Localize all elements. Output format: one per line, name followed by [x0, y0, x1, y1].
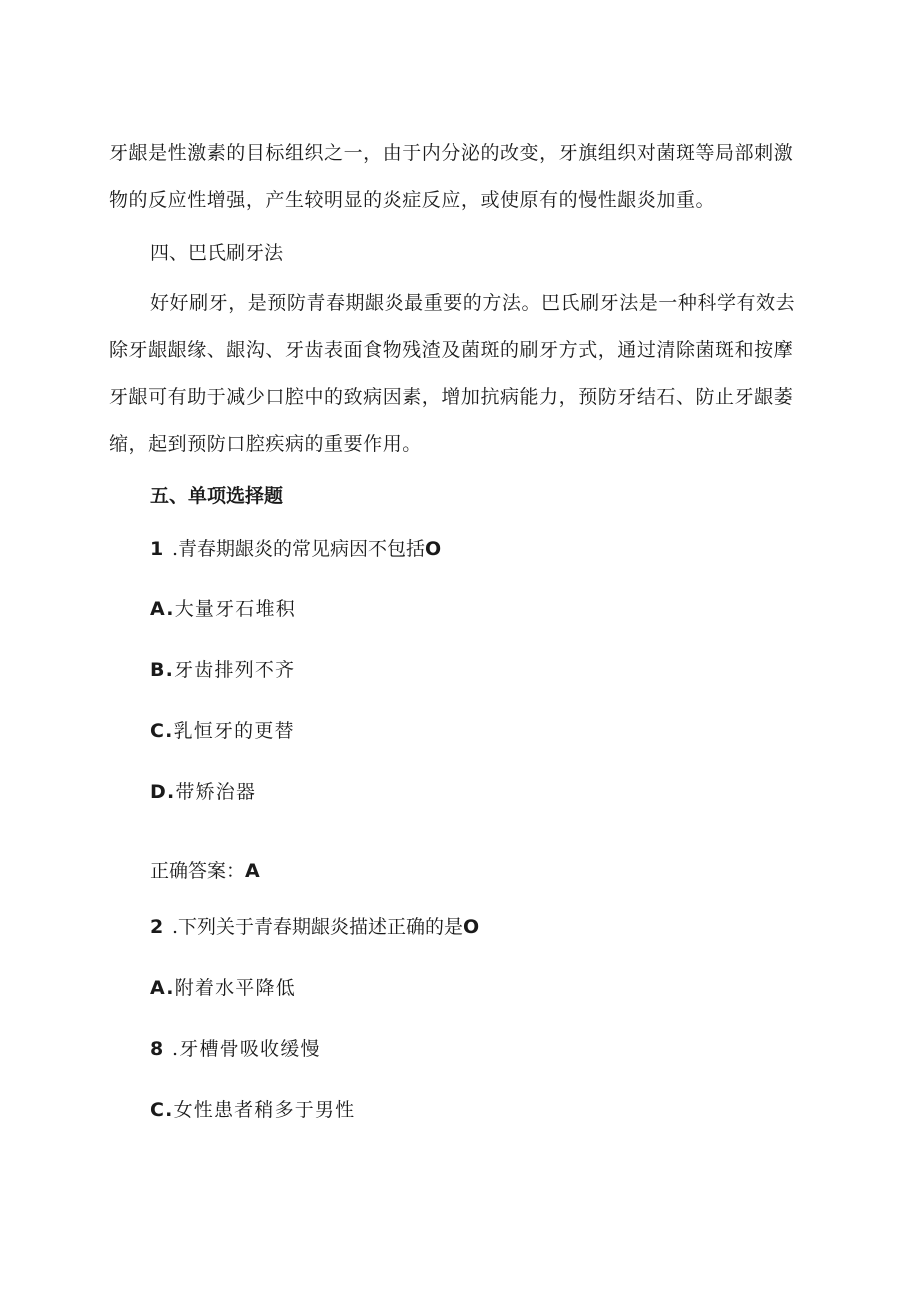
question-1-tail: O	[425, 538, 442, 560]
option-text: 牙齿排列不齐	[174, 659, 296, 681]
answer-value: A	[245, 860, 260, 882]
section-4-line-4: 缩，起到预防口腔疾病的重要作用。	[109, 433, 422, 455]
option-marker: 8	[150, 1038, 165, 1060]
question-1-answer	[150, 858, 260, 884]
option-marker: C.	[150, 720, 174, 742]
question-2-number: 2	[150, 916, 164, 938]
question-2	[150, 914, 479, 940]
question-1-option-b	[150, 657, 295, 683]
section-5-heading: 五、单项选择题	[150, 485, 284, 507]
question-2-option-c	[150, 1097, 355, 1123]
option-marker: D.	[150, 781, 176, 803]
question-1-number: 1	[150, 538, 164, 560]
question-2-option-a	[150, 975, 296, 1001]
intro-line-2: 物的反应性增强，产生较明显的炎症反应，或使原有的慢性龈炎加重。	[109, 189, 716, 211]
section-4-line-1: 好好刷牙，是预防青春期龈炎最重要的方法。巴氏刷牙法是一种科学有效去	[150, 292, 796, 314]
option-text: 带矫治器	[175, 781, 257, 803]
option-text: .牙槽骨吸收缓慢	[172, 1038, 321, 1060]
question-1-text: .青春期龈炎的常见病因不包括	[172, 538, 426, 560]
question-2-option-b	[150, 1036, 321, 1062]
option-marker: C.	[150, 1099, 174, 1121]
answer-label: 正确答案：	[150, 860, 246, 882]
option-text: 大量牙石堆积	[174, 598, 296, 620]
option-text: 乳恒牙的更替	[173, 720, 295, 742]
question-1-option-a	[150, 596, 296, 622]
section-4-line-3: 牙龈可有助于减少口腔中的致病因素，增加抗病能力，预防牙结石、防止牙龈萎	[109, 386, 794, 408]
question-1	[150, 536, 441, 562]
question-1-option-c	[150, 718, 295, 744]
question-1-option-d	[150, 779, 256, 805]
option-text: 附着水平降低	[174, 977, 296, 999]
question-2-tail: O	[463, 916, 480, 938]
section-4-heading: 四、巴氏刷牙法	[150, 242, 284, 264]
option-marker: A.	[150, 598, 175, 620]
section-4-line-2: 除牙龈龈缘、龈沟、牙齿表面食物残渣及菌斑的刷牙方式，通过清除菌斑和按摩	[109, 339, 794, 361]
option-marker: B.	[150, 659, 175, 681]
option-text: 女性患者稍多于男性	[173, 1099, 356, 1121]
intro-line-1: 牙龈是性激素的目标组织之一，由于内分泌的改变，牙旗组织对菌斑等局部刺激	[109, 142, 794, 164]
option-marker: A.	[150, 977, 175, 999]
question-2-text: .下列关于青春期龈炎描述正确的是	[172, 916, 464, 938]
